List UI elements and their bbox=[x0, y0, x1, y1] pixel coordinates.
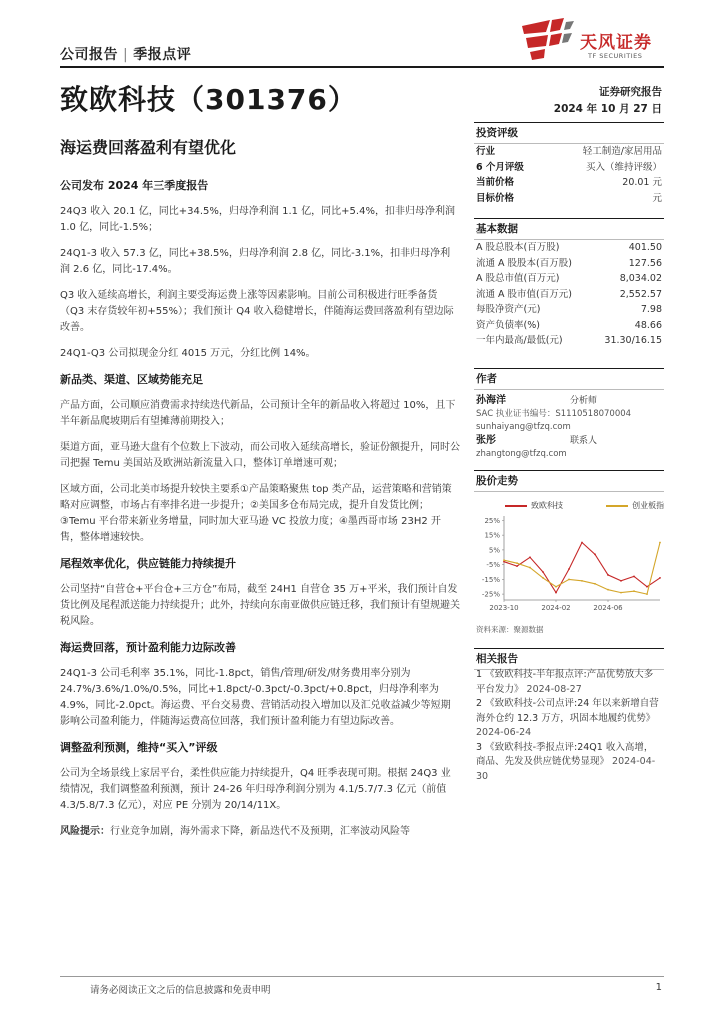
rating-heading: 投资评级 bbox=[474, 122, 664, 144]
index-point bbox=[516, 562, 518, 564]
price-chart bbox=[474, 512, 664, 622]
related-report-item[interactable]: 3 《致欧科技-季报点评:24Q1 收入高增，商品、先发及供应链优势显现》 2024-04-30 bbox=[476, 741, 656, 782]
report-kind: 证券研究报告 bbox=[599, 86, 662, 98]
paragraph: Q3 收入延续高增长，利润主要受海运费上涨等因素影响。目前公司积极进行旺季备货（Q3 末存货较年初+55%）；我们预计 Q4 收入稳健增长，伴随海运费回落盈利有望边际改善。 bbox=[60, 290, 454, 333]
y-tick-label: -25% bbox=[481, 590, 500, 599]
index-point bbox=[646, 593, 648, 595]
author-entry bbox=[474, 394, 664, 434]
report-category bbox=[60, 44, 191, 64]
rating-row: 行业 轻工制造/家居用品 bbox=[476, 146, 662, 157]
index-point bbox=[568, 578, 570, 580]
basic-data-row: 流通 A 股股本(百万股) 127.56 bbox=[476, 257, 662, 269]
stock-price-point bbox=[594, 553, 596, 555]
brand-name: 天风证券 bbox=[580, 33, 652, 53]
report-date: 2024 年 10 月 27 日 bbox=[553, 103, 662, 115]
index-point bbox=[542, 577, 544, 579]
stock-price-point bbox=[555, 592, 557, 594]
section-heading: 尾程效率优化，供应链能力持续提升 bbox=[60, 557, 236, 570]
basic-data-heading: 基本数据 bbox=[474, 218, 664, 240]
x-tick-label: 2023-10 bbox=[489, 604, 519, 612]
y-tick-label: 15% bbox=[484, 531, 500, 540]
report-headline: 海运费回落盈利有望优化 bbox=[60, 138, 237, 157]
related-panel bbox=[474, 648, 664, 670]
index-point bbox=[633, 590, 635, 592]
author-name: 孙海洋 bbox=[476, 395, 506, 406]
related-list bbox=[474, 668, 664, 784]
tf-logo-icon bbox=[520, 18, 576, 62]
stock-price-point bbox=[646, 586, 648, 588]
index-point bbox=[594, 583, 596, 585]
basic-data-panel bbox=[474, 218, 664, 349]
chart-legend bbox=[505, 500, 664, 511]
stock-price-point bbox=[529, 556, 531, 558]
y-tick-label: -15% bbox=[481, 575, 500, 584]
index-point bbox=[620, 592, 622, 594]
y-tick-label: 5% bbox=[488, 546, 500, 555]
header-separator: | bbox=[123, 47, 129, 63]
basic-data-row: 一年内最高/最低(元) 31.30/16.15 bbox=[476, 335, 662, 346]
risk-label: 风险提示： bbox=[60, 826, 110, 837]
stock-price-point bbox=[542, 571, 544, 573]
header-rule bbox=[60, 66, 664, 68]
footer-disclaimer[interactable]: 请务必阅读正文之后的信息披露和免责申明 bbox=[90, 985, 271, 996]
stock-price-line bbox=[504, 543, 660, 593]
index-point bbox=[607, 589, 609, 591]
paragraph: 24Q1-3 收入 57.3 亿，同比+38.5%，归母净利润 2.8 亿，同比-3.1%，扣非归母净利润 2.6 亿，同比-17.4%。 bbox=[60, 248, 451, 275]
index-line bbox=[504, 543, 660, 595]
basic-data-row: 每股净资产(元) 7.98 bbox=[476, 304, 662, 315]
paragraph: 渠道方面，亚马逊大盘有个位数上下波动，而公司收入延续高增长，验证份额提升，同时公司把握 Temu 美国站及欧洲站新流量入口，整体订单增速可观； bbox=[60, 442, 460, 469]
related-heading: 相关报告 bbox=[474, 648, 664, 670]
section-heading: 新品类、渠道、区域势能充足 bbox=[60, 373, 203, 386]
author-role: 分析师 bbox=[570, 396, 598, 406]
y-tick-label: 25% bbox=[484, 516, 500, 525]
x-tick-label: 2024-02 bbox=[541, 604, 571, 612]
chart-source: 资料来源：聚源数据 bbox=[476, 625, 544, 634]
paragraph: 公司为全场景线上家居平台，柔性供应能力持续提升，Q4 旺季表现可期。根据 24Q3 业绩情况，我们调整盈利预测，预计 24-26 年归母净利润分别为 4.1/5.7/7.3 亿元（前值 4.3/5.8/7.3 亿元），对应 PE 分别为 20/14/11X。 bbox=[60, 768, 451, 811]
rating-row: 6 个月评级 买入（维持评级） bbox=[476, 161, 662, 173]
basic-data-row: A 股总股本(百万股) 401.50 bbox=[476, 242, 662, 253]
stock-price-point bbox=[516, 565, 518, 567]
paragraph: 公司坚持“自营仓+平台仓+三方仓”布局，截至 24H1 自营仓 35 万+平米，我们预计自发货比例及尾程派送能力持续提升；此外，持续向东南亚做供应链迁移，我们预计有望规避关税风险。 bbox=[60, 584, 460, 627]
author-entry bbox=[474, 434, 664, 461]
author-cert: SAC 执业证书编号：S1110518070004 bbox=[476, 409, 632, 419]
legend-swatch-stock bbox=[505, 505, 527, 507]
x-tick-label: 2024-06 bbox=[593, 604, 623, 612]
section-heading: 海运费回落，预计盈利能力边际改善 bbox=[60, 641, 236, 654]
y-tick-label: -5% bbox=[486, 561, 500, 570]
stock-price-point bbox=[568, 568, 570, 570]
basic-data-row: A 股总市值(百万元) 8,034.02 bbox=[476, 273, 662, 284]
authors-heading: 作者 bbox=[474, 368, 664, 390]
rating-row: 目标价格 元 bbox=[476, 192, 662, 204]
authors-panel bbox=[474, 368, 664, 461]
basic-data-row: 资产负债率(%) 48.66 bbox=[476, 319, 662, 331]
page-number: 1 bbox=[655, 982, 662, 993]
author-email[interactable]: zhangtong@tfzq.com bbox=[476, 449, 567, 459]
footer-rule bbox=[60, 976, 664, 977]
stock-price-point bbox=[581, 542, 583, 544]
main-column bbox=[60, 178, 460, 850]
paragraph: 24Q1-3 公司毛利率 35.1%，同比-1.8pct，销售/管理/研发/财务费用率分别为 24.7%/3.6%/1.0%/0.5%，同比+1.8pct/-0.3pct/-0.3pct/+0.8pct，归母净利率为 4.9%，同比-2.0pct。海运费、平台交易费、营销活动投入增加以及汇兑收益减少等短期影响公司盈利能力，伴随海运费高位回落，我们预计盈利能力有望边际改善。 bbox=[60, 668, 451, 727]
stock-price-point bbox=[633, 576, 635, 578]
rating-row: 当前价格 20.01 元 bbox=[476, 177, 662, 188]
index-point bbox=[529, 567, 531, 569]
legend-label-index: 创业板指 bbox=[632, 501, 665, 510]
index-point bbox=[503, 559, 505, 561]
legend-label-stock: 致欧科技 bbox=[531, 501, 563, 510]
paragraph: 区域方面，公司北美市场提升较快主要系①产品策略聚焦 top 类产品，运营策略和营销策略对应调整，市场占有率排名进一步提升；②美国多仓布局完成，提升自发货比例；③Temu 平台带来新业务增量，同时加大亚马逊 VC 投放力度；④墨西哥市场 23H2 开售，整体增速较快。 bbox=[60, 484, 452, 543]
related-report-item[interactable]: 1 《致欧科技-半年报点评:产品优势放大多平台发力》 2024-08-27 bbox=[476, 669, 654, 695]
price-chart-panel bbox=[474, 470, 664, 492]
author-role: 联系人 bbox=[570, 436, 598, 446]
brand-name-en: TF SECURITIES bbox=[588, 52, 643, 60]
index-point bbox=[581, 580, 583, 582]
paragraph: 24Q3 收入 20.1 亿，同比+34.5%，归母净利润 1.1 亿，同比+5.4%，扣非归母净利润 1.0 亿，同比-1.5%； bbox=[60, 206, 455, 233]
report-subtype-label: 季报点评 bbox=[133, 47, 192, 63]
index-point bbox=[555, 586, 557, 588]
brand-logo bbox=[520, 18, 670, 62]
related-report-item[interactable]: 2 《致欧科技-公司点评:24 年以来新增自营海外仓约 12.3 万方，巩固本地履约优势》 2024-06-24 bbox=[476, 698, 659, 738]
paragraph: 产品方面，公司顺应消费需求持续迭代新品，公司预计全年的新品收入将超过 10%，且下半年新品爬坡期后有望摊薄前期投入； bbox=[60, 400, 456, 427]
rating-panel bbox=[474, 122, 664, 206]
section-heading: 公司发布 2024 年三季度报告 bbox=[60, 179, 209, 192]
paragraph: 24Q1-Q3 公司拟现金分红 4015 万元，分红比例 14%。 bbox=[60, 348, 316, 359]
stock-price-point bbox=[620, 580, 622, 582]
report-type-label: 公司报告 bbox=[60, 47, 118, 63]
author-name: 张彤 bbox=[476, 435, 496, 446]
risk-warning bbox=[60, 824, 460, 840]
stock-price-point bbox=[659, 577, 661, 579]
stock-price-point bbox=[607, 574, 609, 576]
section-heading: 调整盈利预测，维持“买入”评级 bbox=[60, 741, 218, 754]
price-chart-heading: 股价走势 bbox=[474, 470, 664, 492]
page-title: 致欧科技（301376） bbox=[60, 83, 357, 116]
index-point bbox=[659, 542, 661, 544]
basic-data-row: 流通 A 股市值(百万元) 2,552.57 bbox=[476, 288, 662, 300]
risk-text: 行业竞争加剧，海外需求下降，新品迭代不及预期，汇率波动风险等 bbox=[110, 826, 410, 837]
legend-swatch-index bbox=[606, 505, 628, 507]
author-email[interactable]: sunhaiyang@tfzq.com bbox=[476, 422, 571, 432]
